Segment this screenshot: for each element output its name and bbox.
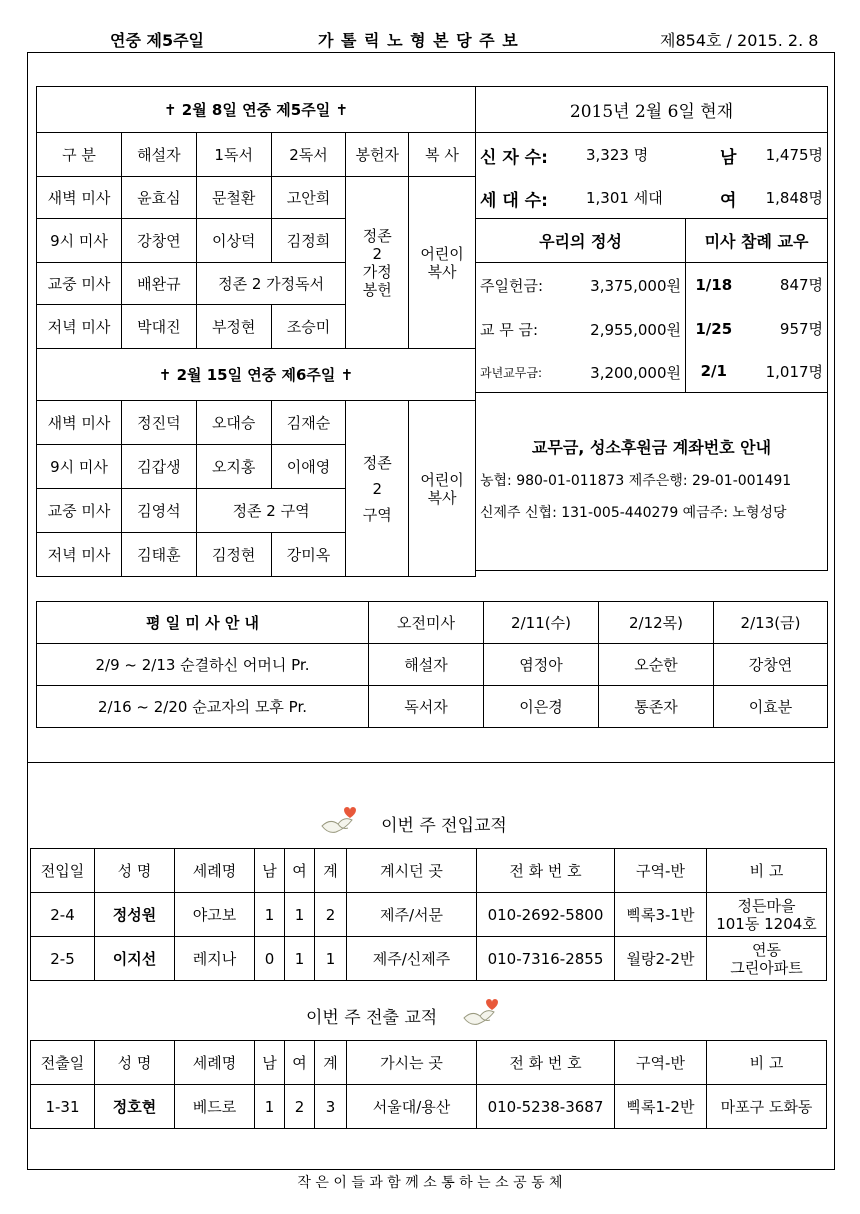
table-row: 1-31 정호현 베드로 1 2 3 서울대/용산 010-5238-3687 삑록1-2반 마포구 도화동	[31, 1085, 827, 1129]
header-title: 가 톨 릭 노 형 본 당 주 보	[318, 31, 519, 50]
roster-row: 교중 미사 김영석 정존 2 구역	[37, 489, 476, 533]
week1-title: ✝ 2월 8일 연중 제5주일 ✝	[37, 87, 476, 133]
col-header: 1독서	[196, 133, 271, 177]
transfer-in-table: 전입일 성 명 세례명 남 여 계 계시던 곳 전 화 번 호 구역-반 비 고 2-4 정성원 야고보 1 1 2 제주/서문 010-2692-5800 삑록3-1반 정든마을 101동 1204호 2-5 이지선 레지나 0 1 1 제주/신제주 010-7316-2855 월랑2-2반 연동 그린아파트	[30, 848, 827, 981]
col-header: 2독서	[271, 133, 346, 177]
header-issue: 제854호 / 2015. 2. 8	[660, 31, 819, 50]
roster-row: 저녁 미사 박대진 부정현 조승미	[37, 305, 476, 349]
week2-server: 어린이 복사	[409, 401, 476, 577]
col-header: 구 분	[37, 133, 122, 177]
transfer-in-heading: 이번 주 전입교적	[318, 806, 507, 840]
roster-row: 저녁 미사 김태훈 김정현 강미옥	[37, 533, 476, 577]
week2-offering: 정존 2 구역	[346, 401, 409, 577]
col-header: 봉헌자	[346, 133, 409, 177]
header-week: 연중 제5주일	[110, 31, 204, 50]
col-header: 복 사	[409, 133, 476, 177]
note-cell: 정든마을 101동 1204호	[707, 893, 827, 937]
weekday-title: 평 일 미 사 안 내	[37, 602, 369, 644]
roster-row: 교중 미사 배완규 정존 2 가정독서	[37, 263, 476, 305]
stats-title: 2015년 2월 6일 현재	[476, 87, 828, 133]
note-cell: 연동 그린아파트	[707, 937, 827, 981]
roster-row: 새벽 미사 윤효심 문철환 고안희 정존 2 가정 봉헌 어린이 복사	[37, 177, 476, 219]
offering-row: 교 무 금: 2,955,000원	[476, 307, 686, 351]
week1-offering: 정존 2 가정 봉헌	[346, 177, 409, 349]
table-row: 2-5 이지선 레지나 0 1 1 제주/신제주 010-7316-2855 월랑2-2반 연동 그린아파트	[31, 937, 827, 981]
cross-icon: ✝	[158, 366, 172, 384]
col-header: 해설자	[121, 133, 196, 177]
footer-motto: 작 은 이 들 과 함 께 소 통 하 는 소 공 동 체	[297, 1175, 563, 1191]
stats-table: 2015년 2월 6일 현재 신 자 수: 3,323 명 남 1,475명 세 대 수: 1,301 세대 여 1,848명 우리의 정성 미사 참례 교우 주일헌금: 3,375,000원 1/18 847명 교 무 금: 2,955,000원 1/25 957명 과년교무금: 3,200,000원 2/1 1,017명 교무금, 성소후원금 계좌번호 안내 농협: 980-01-011873 제주은행: 29-01-001491 신제주 신협: 131-005-440279 예금주: 노형성당	[475, 86, 828, 571]
households-row: 세 대 수: 1,301 세대 여 1,848명	[476, 177, 828, 219]
transfer-out-table: 전출일 성 명 세례명 남 여 계 가시는 곳 전 화 번 호 구역-반 비 고 1-31 정호현 베드로 1 2 3 서울대/용산 010-5238-3687 삑록1-2반 마포구 도화동	[30, 1040, 827, 1129]
week1-server: 어린이 복사	[409, 177, 476, 349]
attendance-header: 미사 참례 교우	[686, 219, 828, 263]
table-row: 2-4 정성원 야고보 1 1 2 제주/서문 010-2692-5800 삑록3-1반 정든마을 101동 1204호	[31, 893, 827, 937]
account-info: 교무금, 성소후원금 계좌번호 안내 농협: 980-01-011873 제주은행: 29-01-001491 신제주 신협: 131-005-440279 예금주: 노형성당	[476, 393, 828, 571]
offering-row: 과년교무금: 3,200,000원	[476, 351, 686, 393]
offering-row: 주일헌금: 3,375,000원	[476, 263, 686, 307]
cross-icon: ✝	[163, 101, 177, 119]
roster-row: 새벽 미사 정진덕 오대승 김재순 정존 2 구역 어린이 복사	[37, 401, 476, 445]
roster-table	[36, 86, 476, 577]
cross-icon: ✝	[340, 366, 354, 384]
offering-header: 우리의 정성	[476, 219, 686, 263]
transfer-out-heading: 이번 주 전출 교적	[306, 998, 500, 1032]
believers-row: 신 자 수: 3,323 명 남 1,475명	[476, 133, 828, 177]
cross-icon: ✝	[335, 101, 349, 119]
roster-header-row	[37, 133, 476, 177]
section-divider	[27, 762, 835, 763]
dove-heart-icon	[318, 806, 358, 840]
dove-heart-icon	[460, 998, 500, 1032]
roster-row: 9시 미사 강창연 이상덕 김정희	[37, 219, 476, 263]
weekday-row: 2/9 ~ 2/13 순결하신 어머니 Pr. 해설자 염정아 오순한 강창연	[37, 644, 828, 686]
weekday-row: 2/16 ~ 2/20 순교자의 모후 Pr. 독서자 이은경 통존자 이효분	[37, 686, 828, 728]
roster-row: 9시 미사 김갑생 오지홍 이애영	[37, 445, 476, 489]
week2-title: ✝ 2월 15일 연중 제6주일 ✝	[37, 349, 476, 401]
weekday-table: 평 일 미 사 안 내 오전미사 2/11(수) 2/12목) 2/13(금) 2/9 ~ 2/13 순결하신 어머니 Pr. 해설자 염정아 오순한 강창연 2/16 ~ 2/20 순교자의 모후 Pr. 독서자 이은경 통존자 이효분	[36, 601, 828, 728]
